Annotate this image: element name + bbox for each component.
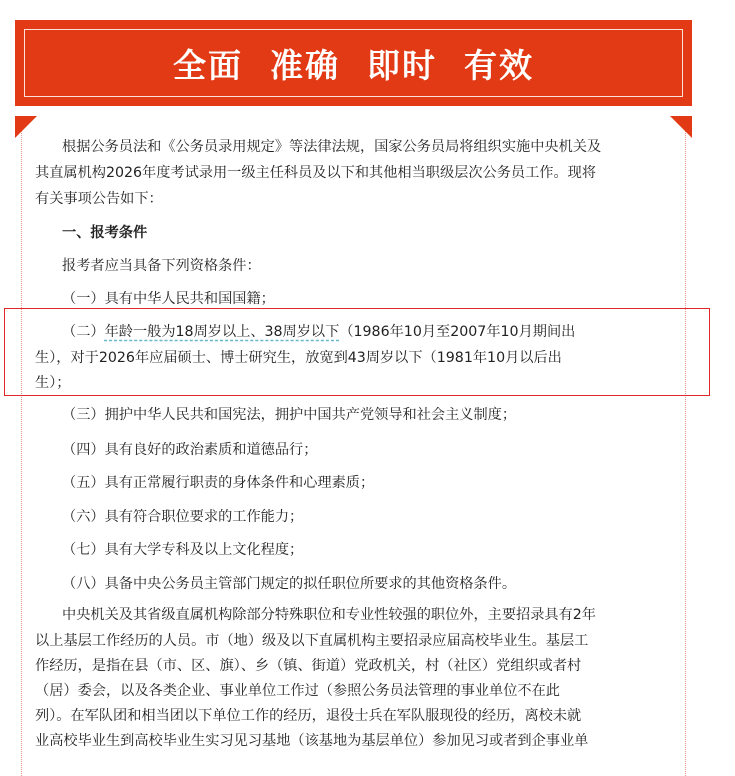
- condition-2-line-2: 生），对于2026年应届硕士、博士研究生，放宽到43周岁以下（1981年10月以后出: [35, 350, 562, 366]
- condition-8: （八）具备中央公务员主管部门规定的拟任职位所要求的其他资格条件。: [62, 576, 517, 592]
- experience-line-2: 以上基层工作经历的人员。市（地）级及以下直属机构主要招录应届高校毕业生。基层工: [35, 633, 589, 649]
- corner-ribbon-right: [670, 116, 692, 138]
- intro-line-1: 根据公务员法和《公务员录用规定》等法律法规，国家公务员局将组织实施中央机关及: [62, 139, 602, 155]
- condition-2-age-range: 年龄一般为18周岁以上、38周岁以下: [104, 324, 340, 340]
- intro-line-2: 其直属机构2026年度考试录用一级主任科员及以下和其他相当职级层次公务员工作。现将: [35, 165, 597, 181]
- condition-7: （七）具有大学专科及以上文化程度；: [62, 542, 304, 558]
- conditions-intro: 报考者应当具备下列资格条件：: [62, 258, 261, 274]
- experience-line-3: 作经历，是指在县（市、区、旗）、乡（镇、街道）党政机关，村（社区）党组织或者村: [35, 658, 582, 674]
- corner-ribbon-left: [15, 116, 37, 138]
- condition-2-line-3: 生）；: [35, 375, 71, 391]
- condition-1: （一）具有中华人民共和国国籍；: [62, 291, 275, 307]
- section-heading: 一、报考条件: [62, 225, 148, 241]
- banner-frame: [24, 29, 683, 97]
- experience-line-4: （居）委会，以及各类企业、事业单位工作过（参照公务员法管理的事业单位不在此: [35, 683, 560, 699]
- condition-3: （三）拥护中华人民共和国宪法，拥护中国共产党领导和社会主义制度；: [62, 407, 517, 423]
- highlight-box: [4, 308, 710, 396]
- condition-2-prefix: （二）: [62, 324, 105, 340]
- condition-4: （四）具有良好的政治素质和道德品行；: [62, 442, 318, 458]
- condition-5: （五）具有正常履行职责的身体条件和心理素质；: [62, 475, 375, 491]
- banner-title: 全面 准确 即时 有效: [173, 45, 534, 85]
- experience-line-6: 业高校毕业生到高校毕业生实习见习基地（该基地为基层单位）参加见习或者到企事业单: [35, 733, 589, 749]
- condition-6: （六）具有符合职位要求的工作能力；: [62, 509, 304, 525]
- experience-line-1: 中央机关及其省级直属机构除部分特殊职位和专业性较强的职位外，主要招录具有2年: [62, 607, 596, 623]
- intro-line-3: 有关事项公告如下：: [35, 191, 163, 207]
- header-banner: [15, 20, 692, 106]
- experience-line-5: 列）。在军队团和相当团以下单位工作的经历，退役士兵在军队服现役的经历，离校未就: [35, 708, 582, 724]
- condition-2-rest: （1986年10月至2007年10月期间出: [339, 324, 576, 340]
